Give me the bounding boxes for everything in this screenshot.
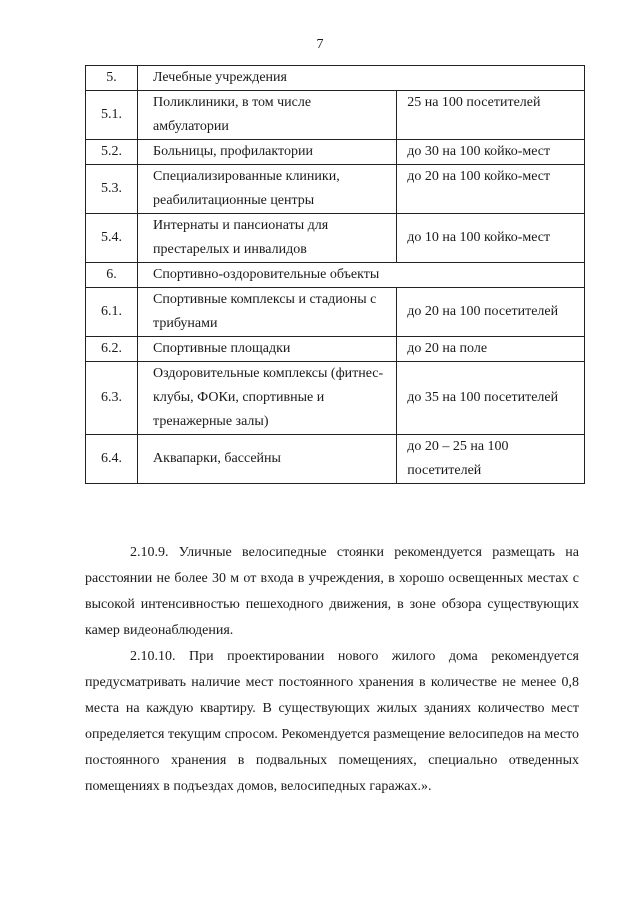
parking-norm: до 20 – 25 на 100 посетителей <box>397 435 585 484</box>
parking-norm: до 20 на 100 койко-мест <box>397 165 585 214</box>
table-row <box>86 214 585 263</box>
row-number: 5. <box>86 66 138 91</box>
table-section-row <box>86 66 585 91</box>
facility-type: Аквапарки, бассейны <box>138 435 397 484</box>
table-row <box>86 140 585 165</box>
table-row <box>86 165 585 214</box>
facility-type: Интернаты и пансионаты для престарелых и инвалидов <box>138 214 397 263</box>
parking-norm: до 20 на 100 посетителей <box>397 288 585 337</box>
page-number: 7 <box>316 37 324 52</box>
facility-type: Спортивно-оздоровительные объекты <box>138 263 585 288</box>
row-number: 6.4. <box>86 435 138 484</box>
parking-norm: до 35 на 100 посетителей <box>397 362 585 435</box>
paragraph-2-10-10: 2.10.10. При проектировании нового жилого дома рекомендуется предусматривать наличие мест постоянного хранения в количестве не менее 0,8 места на каждую квартиру. В существующих жилых зданиях количество мест определяется текущим спросом. Рекомендуется размещение велосипедов на место постоянного хранения в подвальных помещениях, специально отведенных помещениях в подъездах домов, велосипедных гаражах.». <box>85 649 579 794</box>
table-section-row <box>86 263 585 288</box>
row-number: 6.2. <box>86 337 138 362</box>
parking-norm: до 10 на 100 койко-мест <box>397 214 585 263</box>
table-row <box>86 337 585 362</box>
table-row <box>86 91 585 140</box>
facility-type: Спортивные площадки <box>138 337 397 362</box>
facility-type: Оздоровительные комплексы (фитнес-клубы, ФОКи, спортивные и тренажерные залы) <box>138 362 397 435</box>
facility-type: Спортивные комплексы и стадионы с трибунами <box>138 288 397 337</box>
facility-type: Лечебные учреждения <box>138 66 585 91</box>
parking-norm: 25 на 100 посетителей <box>397 91 585 140</box>
table-row <box>86 435 585 484</box>
facility-type: Специализированные клиники, реабилитационные центры <box>138 165 397 214</box>
row-number: 5.2. <box>86 140 138 165</box>
facility-type: Больницы, профилактории <box>138 140 397 165</box>
parking-norms-table <box>85 65 585 484</box>
row-number: 6. <box>86 263 138 288</box>
parking-norm: до 20 на поле <box>397 337 585 362</box>
body-text <box>85 540 579 800</box>
row-number: 5.1. <box>86 91 138 140</box>
facility-type: Поликлиники, в том числе амбулатории <box>138 91 397 140</box>
table-row <box>86 362 585 435</box>
table-body <box>86 66 585 484</box>
paragraph-2-10-9: 2.10.9. Уличные велосипедные стоянки рекомендуется размещать на расстоянии не более 30 м от входа в учреждения, в хорошо освещенных местах с высокой интенсивностью пешеходного движения, в зоне обзора существующих камер видеонаблюдения. <box>85 545 579 638</box>
parking-norm: до 30 на 100 койко-мест <box>397 140 585 165</box>
row-number: 5.3. <box>86 165 138 214</box>
row-number: 6.3. <box>86 362 138 435</box>
table-row <box>86 288 585 337</box>
row-number: 6.1. <box>86 288 138 337</box>
row-number: 5.4. <box>86 214 138 263</box>
